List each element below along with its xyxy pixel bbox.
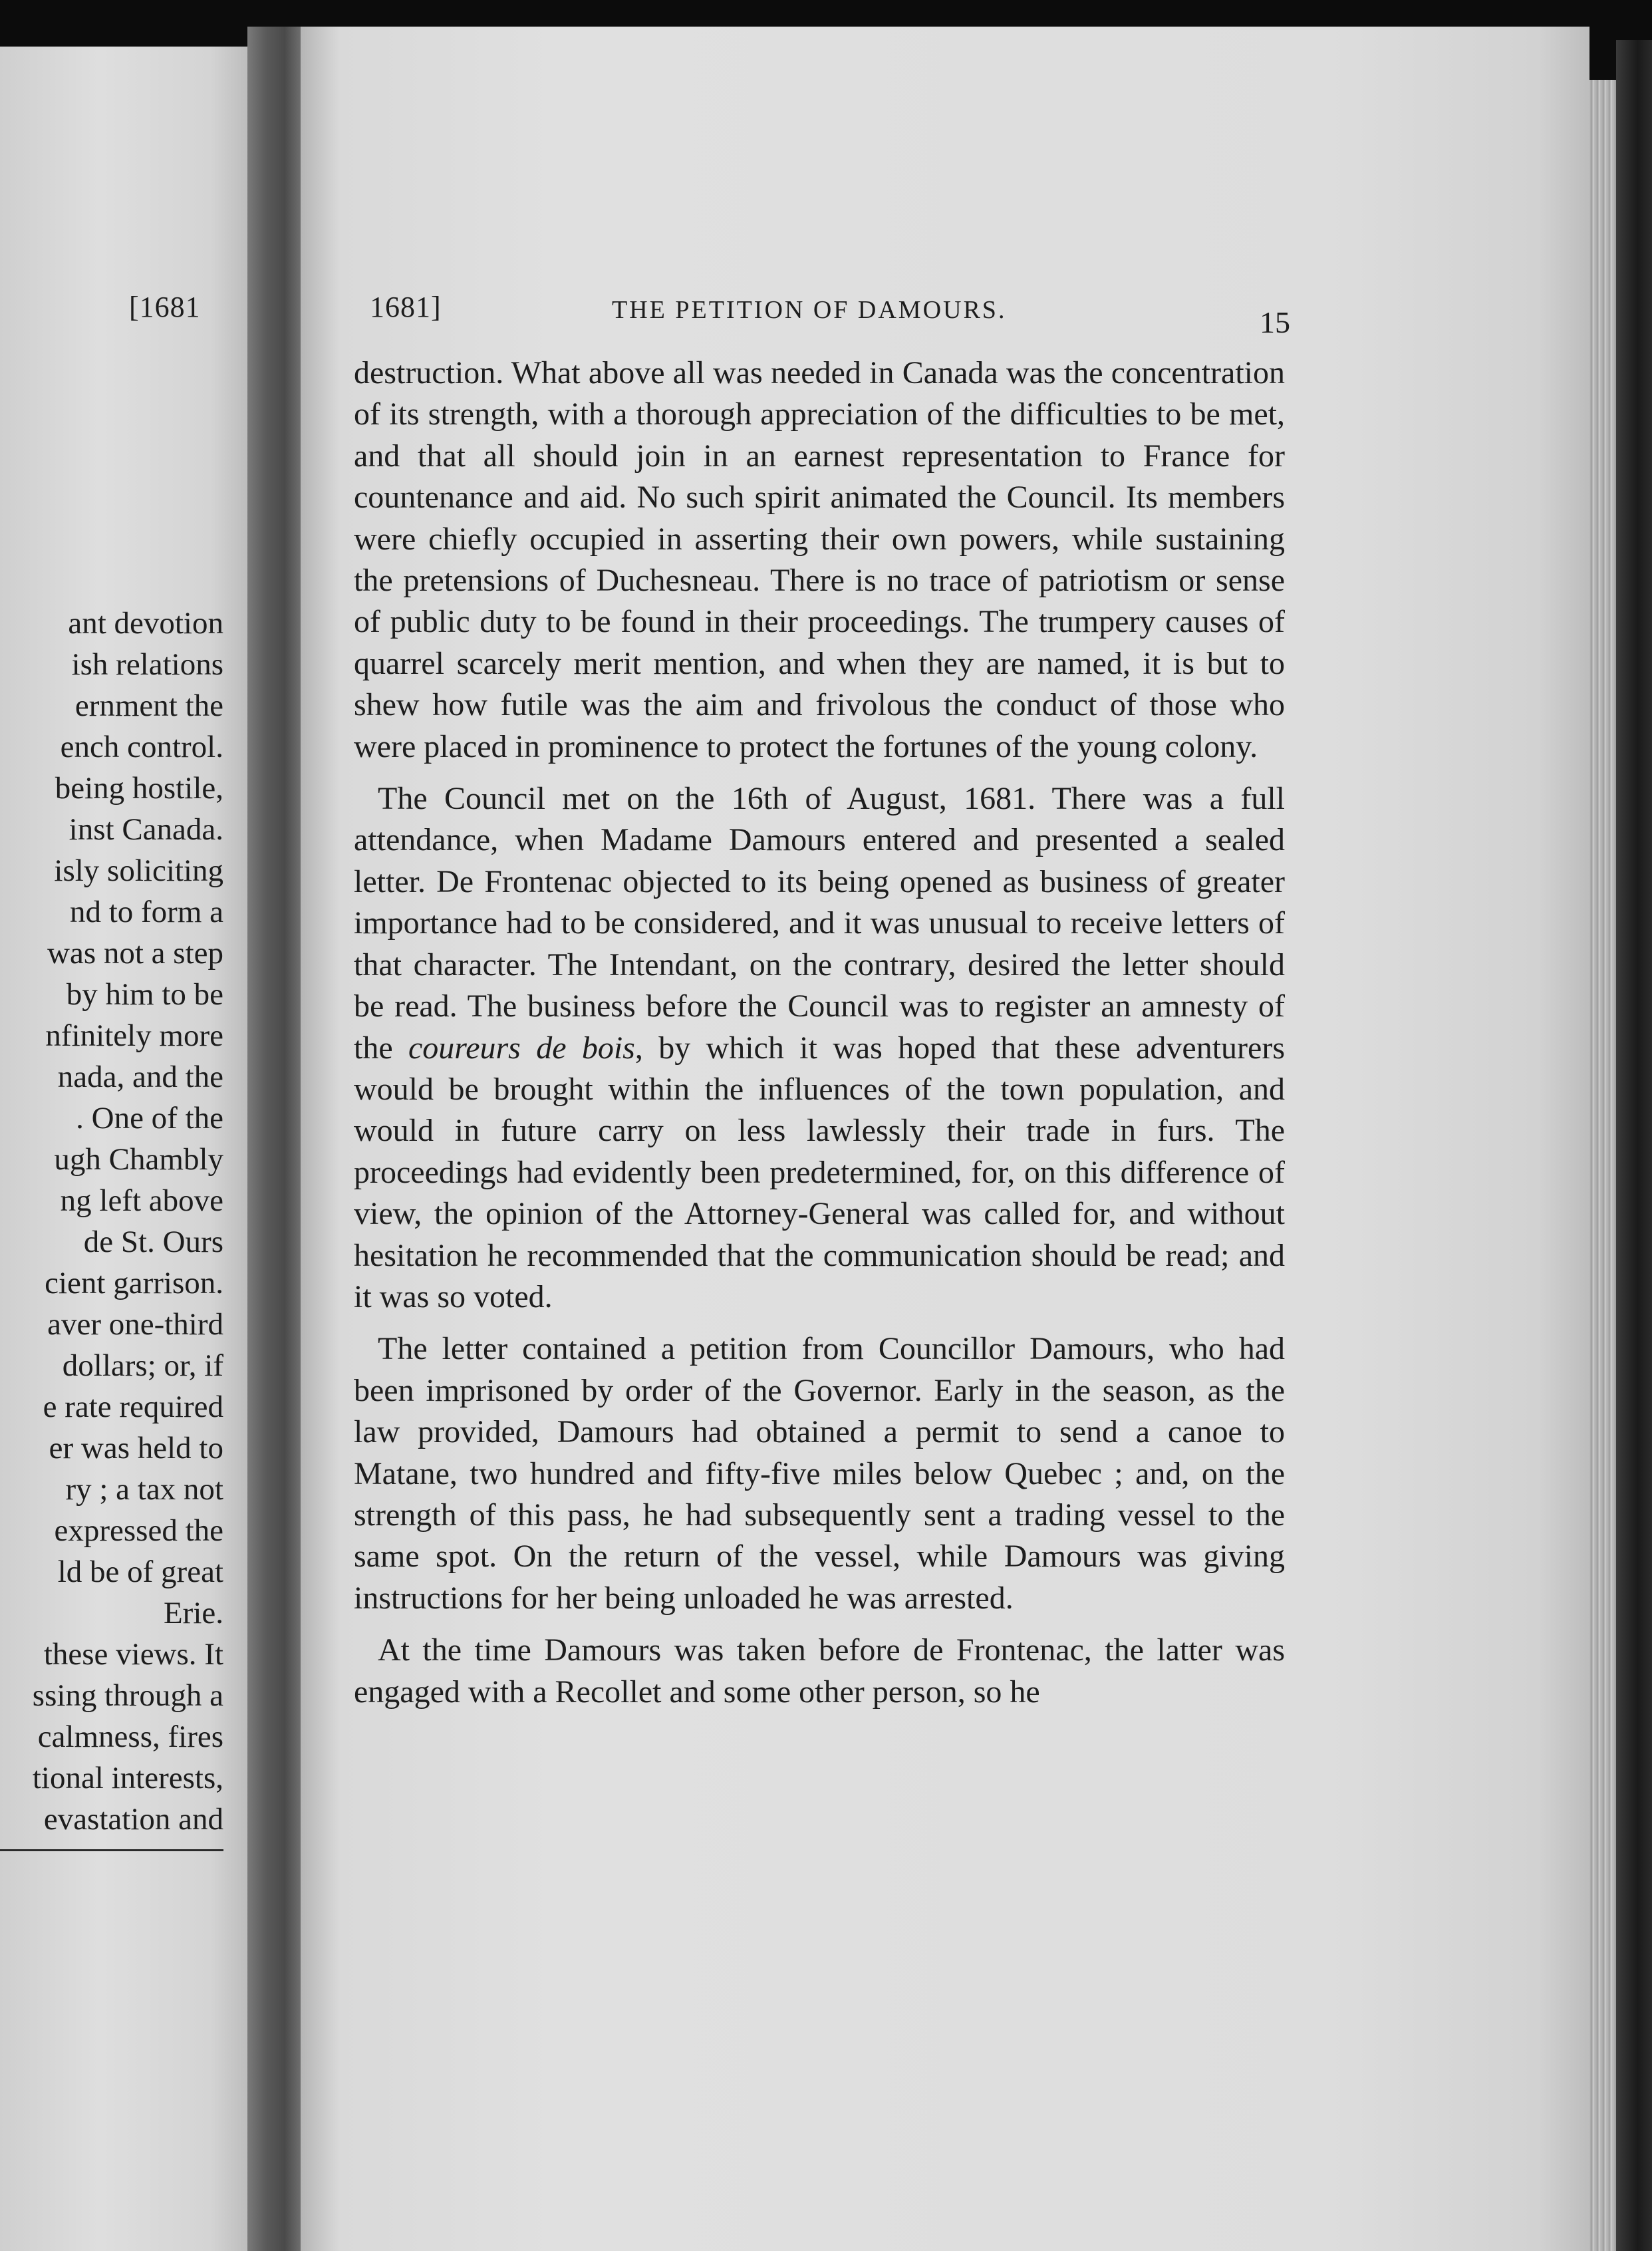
left-text-line: cient garrison. [45, 1266, 223, 1300]
left-text-line: Erie. [163, 1596, 223, 1630]
paragraph-4: At the time Damours was taken before de Frontenac, the latter was engaged with a Recollet and some other person, so he [354, 1632, 1285, 1710]
left-page-rule [0, 1849, 223, 1851]
running-head-title: THE PETITION OF DAMOURS. [612, 296, 1007, 324]
page-number: 15 [1260, 305, 1290, 339]
left-text-line: . One of the [76, 1101, 223, 1135]
left-text-line: nfinitely more [45, 1018, 223, 1053]
body-text [354, 353, 1285, 1724]
left-page-text [0, 603, 223, 1840]
left-text-line: isly soliciting [54, 853, 223, 888]
paragraph-2-after: , by which it was hoped that these adventurers would be brought within the influences of the town population, and would in future carry on less lawlessly their trade in furs. The proceedings had evidently been predetermined, for, on this difference of view, the opinion of the Attorney-General was called for, and without hesitation he recommended that the communication should be read; and it was so voted. [354, 1030, 1286, 1314]
left-text-line: inst Canada. [69, 812, 223, 847]
running-header [370, 290, 1288, 337]
book-binding [1616, 40, 1652, 2251]
paragraph-1: destruction. What above all was needed in Canada was the concentration of its strength, with a thorough appreciation of the difficulties to be met, and that all should join in an earnest representation to France for countenance and aid. No such spirit animated the Council. Its members were chiefly occupied in asserting their own powers, while sustaining the pretensions of Duchesneau. There is no trace of patriotism or sense of public duty to be found in their proceedings. The trumpery causes of quarrel scarcely merit mention, and when they are named, it is but to shew how futile was the aim and frivolous the conduct of those who were placed in prominence to protect the fortunes of the young colony. [354, 355, 1285, 764]
left-text-line: dollars; or, if [62, 1348, 223, 1383]
left-text-line: expressed the [54, 1513, 223, 1548]
left-text-line: ench control. [60, 730, 223, 764]
left-text-line: nd to form a [69, 895, 223, 929]
paragraph-2 [354, 778, 1285, 1318]
paragraph-2-before: The Council met on the 16th of August, 1681. There was a full attendance, when Madame Damours entered and presented a sealed letter. De Frontenac objected to its being opened as business of greater importance had to be considered, and it was unusual to receive letters of that character. The Intendant, on the contrary, desired the letter should be read. The business before the Council was to register an amnesty of the [354, 781, 1285, 1066]
left-text-line: ry ; a tax not [65, 1472, 223, 1507]
left-text-line: by him to be [66, 977, 223, 1012]
left-text-line: these views. It [43, 1637, 223, 1672]
italic-phrase: coureurs de bois [408, 1030, 635, 1066]
paragraph-3: The letter contained a petition from Councillor Damours, who had been imprisoned by order of the Governor. Early in the season, as the law provided, Damours had obtained a permit to send a canoe to Matane, two hundred and fifty-five miles below Quebec ; and, on the strength of this pass, he had subsequently sent a trading vessel to the same spot. On the return of the vessel, while Damours was giving instructions for her being unloaded he was arrested. [354, 1331, 1285, 1616]
left-text-line: de St. Ours [83, 1225, 223, 1259]
left-text-line: was not a step [47, 936, 223, 971]
left-text-line: nada, and the [57, 1060, 223, 1094]
left-text-line: ish relations [71, 647, 223, 682]
left-text-line: ssing through a [32, 1678, 223, 1713]
book-gutter [247, 27, 301, 2251]
left-text-line: being hostile, [55, 771, 223, 806]
left-text-line: ant devotion [68, 606, 223, 641]
left-running-head: [1681 [129, 291, 201, 323]
left-text-line: aver one-third [47, 1307, 223, 1342]
left-text-line: ld be of great [57, 1555, 223, 1589]
left-text-line: e rate required [43, 1390, 223, 1424]
left-text-line: er was held to [49, 1431, 223, 1465]
left-text-line: tional interests, [32, 1761, 223, 1795]
left-text-line: ugh Chambly [54, 1142, 223, 1177]
left-text-line: ng left above [60, 1183, 223, 1218]
left-text-line: calmness, fires [37, 1720, 223, 1754]
left-text-line: ernment the [74, 688, 223, 723]
page-edges [1589, 80, 1616, 2251]
running-head-year: 1681] [370, 291, 442, 323]
left-text-line: evastation and [43, 1802, 223, 1837]
